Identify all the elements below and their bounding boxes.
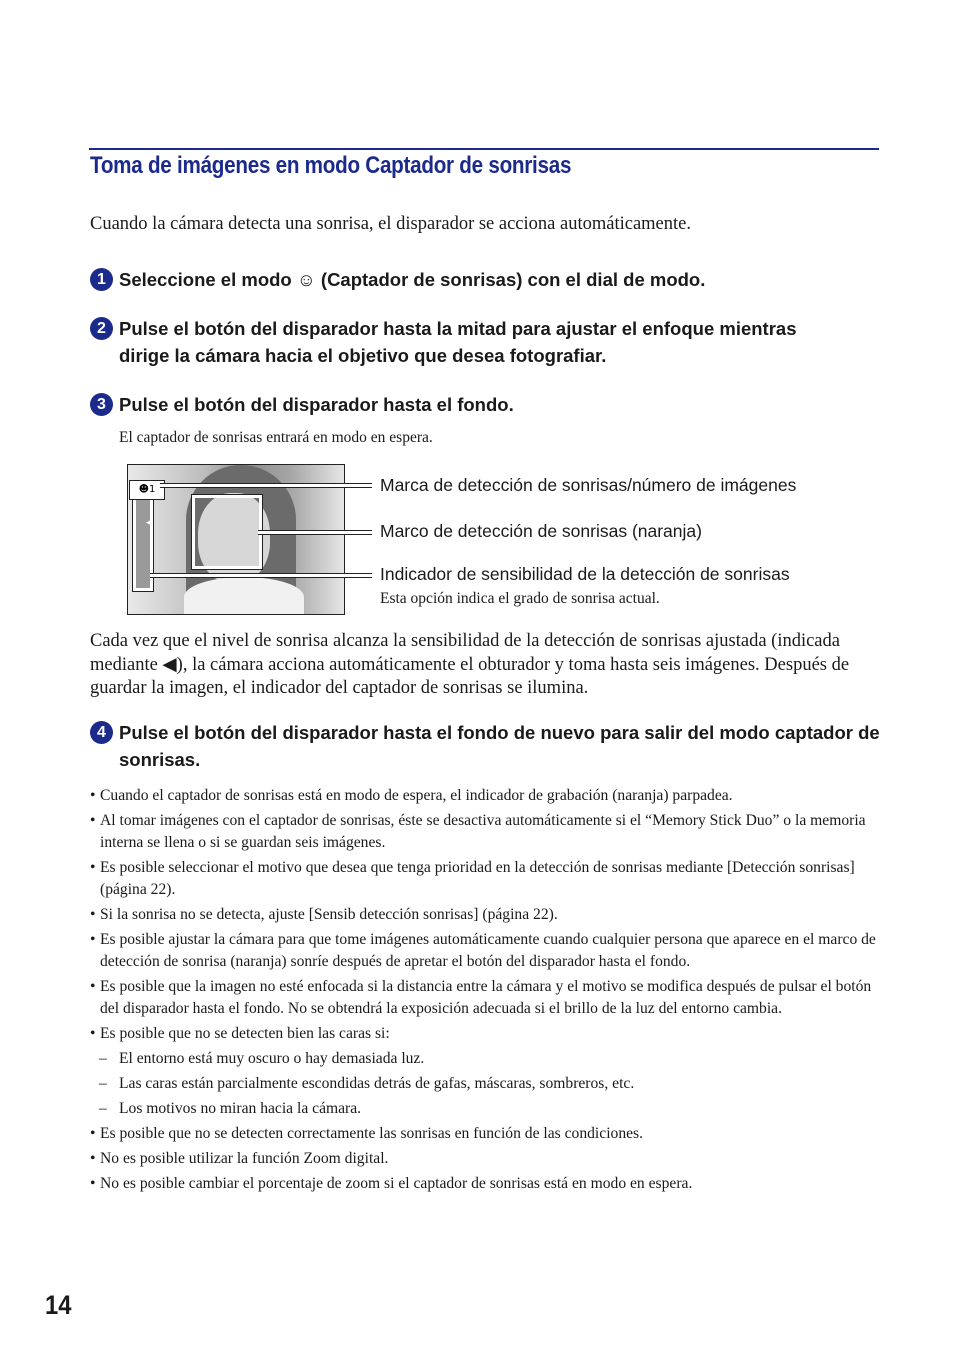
step-3-text: Pulse el botón del disparador hasta el fondo. [119,394,514,415]
note-item: • Cuando el captador de sonrisas está en modo de espera, el indicador de grabación (naranja) parpadea. [90,785,880,807]
step-3 [90,391,514,418]
step-1-text [119,266,705,293]
note-subitem: – Las caras están parcialmente escondidas detrás de gafas, máscaras, sombreros, etc. [90,1073,880,1095]
smile-detection-frame [192,495,262,569]
callout-label-1: Marca de detección de sonrisas/número de imágenes [380,475,797,495]
callout-line-3 [150,573,372,578]
callout-line-2 [258,530,372,535]
page-number: 14 [45,1290,72,1320]
smile-face-icon: ☺ [296,269,316,290]
note-item: • No es posible cambiar el porcentaje de zoom si el captador de sonrisas está en modo en espera. [90,1173,880,1195]
note-item: • Al tomar imágenes con el captador de sonrisas, éste se desactiva automáticamente si el “Memory Stick Duo” o la memoria interna se llena o si se guardan seis imágenes. [90,810,880,854]
step-number-4: 4 [90,721,113,744]
note-item: • No es posible utilizar la función Zoom digital. [90,1148,880,1170]
intro-text: Cuando la cámara detecta una sonrisa, el disparador se acciona automáticamente. [90,214,691,234]
note-item: • Es posible que no se detecten correctamente las sonrisas en función de las condiciones. [90,1123,880,1145]
notes-list [90,785,880,1198]
step-1-text-before: Seleccione el modo [119,269,297,290]
step-number-2: 2 [90,317,113,340]
step-number-1: 1 [90,268,113,291]
note-subitem: – Los motivos no miran hacia la cámara. [90,1098,880,1120]
body-paragraph: Cada vez que el nivel de sonrisa alcanza la sensibilidad de la detección de sonrisas ajustada (indicada mediante ◀), la cámara acciona automáticamente el obturador y toma hasta seis imágenes. Después de guardar la imagen, el indicador del captador de sonrisas se ilumina. [90,631,850,698]
note-item: • Es posible que no se detecten bien las caras si: [90,1023,880,1045]
header-rule [89,148,879,150]
step-4 [90,719,880,773]
note-item: • Es posible seleccionar el motivo que desea que tenga prioridad en la detección de sonrisas mediante [Detección sonrisas] (página 22). [90,857,880,901]
step-3-note: El captador de sonrisas entrará en modo en espera. [119,429,433,446]
callout-label-2: Marco de detección de sonrisas (naranja) [380,521,702,541]
callout-label-3: Indicador de sensibilidad de la detección de sonrisas [380,564,790,584]
step-2-text: Pulse el botón del disparador hasta la mitad para ajustar el enfoque mientras dirige la cámara hacia el objetivo que desea fotografiar. [119,318,797,366]
section-title: Toma de imágenes en modo Captador de sonrisas [90,152,572,179]
smile-detection-mark-icon: ☻1 [130,481,164,499]
note-item: • Es posible que la imagen no esté enfocada si la distancia entre la cámara y el motivo se modifica después de pulsar el botón del disparador hasta el fondo. No se obtendrá la exposición adecuada si el brillo de la luz del entorno cambia. [90,976,880,1020]
sensitivity-marker-icon: ◀ [146,517,153,527]
callout-line-1 [160,483,372,488]
step-number-3: 3 [90,393,113,416]
note-item: • Es posible ajustar la cámara para que tome imágenes automáticamente cuando cualquier persona que aparece en el marco de detección de sonrisa (naranja) sonríe después de apretar el botón del disparador hasta el fondo. [90,929,880,973]
callout-note: Esta opción indica el grado de sonrisa actual. [380,590,660,607]
step-1 [90,266,705,293]
note-item: • Si la sonrisa no se detecta, ajuste [Sensib detección sonrisas] (página 22). [90,904,880,926]
step-4-text: Pulse el botón del disparador hasta el fondo de nuevo para salir del modo captador de sonrisas. [119,722,880,770]
note-subitem: – El entorno está muy oscuro o hay demasiada luz. [90,1048,880,1070]
step-1-text-after: (Captador de sonrisas) con el dial de modo. [315,269,706,290]
flowers [184,577,304,615]
step-2 [90,315,850,369]
